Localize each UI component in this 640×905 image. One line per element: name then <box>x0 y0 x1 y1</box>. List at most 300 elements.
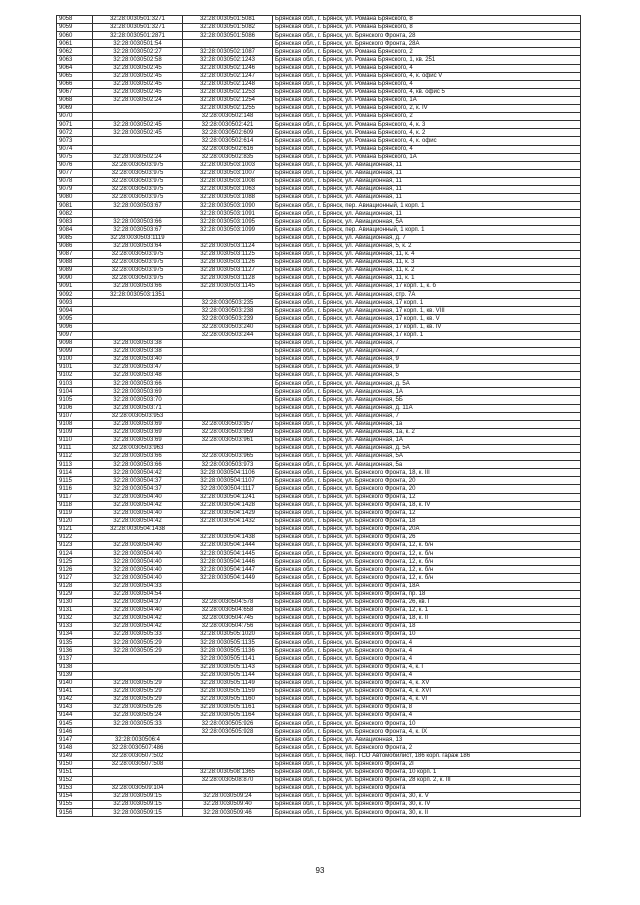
land-cadastral-number-cell: 32:28:0030503:975 <box>93 258 183 266</box>
building-cadastral-number-cell <box>183 752 273 760</box>
building-cadastral-number-cell: 32:28:0030504:658 <box>183 606 273 614</box>
row-number-cell: 9078 <box>57 177 93 185</box>
building-cadastral-number-cell <box>183 582 273 590</box>
row-number-cell: 9061 <box>57 40 93 48</box>
address-cell: Брянская обл., г. Брянск, ул. Авиационная, 11 <box>273 210 581 218</box>
building-cadastral-number-cell: 32:28:0030503:238 <box>183 307 273 315</box>
row-number-cell: 9129 <box>57 590 93 598</box>
land-cadastral-number-cell <box>93 315 183 323</box>
row-number-cell: 9090 <box>57 275 93 283</box>
building-cadastral-number-cell: 32:28:0030502:614 <box>183 137 273 145</box>
row-number-cell: 9100 <box>57 355 93 363</box>
land-cadastral-number-cell <box>93 210 183 218</box>
table-row <box>57 105 581 113</box>
building-cadastral-number-cell: 32:28:0030503:1063 <box>183 185 273 193</box>
building-cadastral-number-cell: 32:28:0030505:1143 <box>183 663 273 671</box>
table-row <box>57 64 581 72</box>
table-row <box>57 364 581 372</box>
row-number-cell: 9150 <box>57 760 93 768</box>
address-cell: Брянская обл., г. Брянск, ул. Романа Брянского, 1, кв. 251 <box>273 56 581 64</box>
building-cadastral-number-cell <box>183 40 273 48</box>
building-cadastral-number-cell: 32:28:0030503:1007 <box>183 169 273 177</box>
row-number-cell: 9063 <box>57 56 93 64</box>
building-cadastral-number-cell: 32:28:0030505:1020 <box>183 631 273 639</box>
building-cadastral-number-cell <box>183 291 273 299</box>
table-row <box>57 720 581 728</box>
address-cell: Брянская обл., г. Брянск, ул. Романа Брянского, 4, к. офис V <box>273 72 581 80</box>
building-cadastral-number-cell: 32:28:0030501:5081 <box>183 16 273 24</box>
row-number-cell: 9111 <box>57 444 93 452</box>
building-cadastral-number-cell: 32:28:0030504:756 <box>183 623 273 631</box>
land-cadastral-number-cell: 32:28:0030502:45 <box>93 129 183 137</box>
row-number-cell: 9151 <box>57 768 93 776</box>
address-cell: Брянская обл., г. Брянск, ул. Брянского Фронта, 18, к. IV <box>273 501 581 509</box>
land-cadastral-number-cell: 32:28:0030502:24 <box>93 96 183 104</box>
row-number-cell: 9117 <box>57 493 93 501</box>
address-cell: Брянская обл., г. Брянск, ул. Брянского Фронта, 28 <box>273 32 581 40</box>
land-cadastral-number-cell: 32:28:0030504:40 <box>93 509 183 517</box>
table-row <box>57 639 581 647</box>
row-number-cell: 9121 <box>57 525 93 533</box>
table-row <box>57 631 581 639</box>
row-number-cell: 9068 <box>57 96 93 104</box>
table-row <box>57 266 581 274</box>
table-row <box>57 614 581 622</box>
table-row <box>57 623 581 631</box>
land-cadastral-number-cell: 32:28:0030504:40 <box>93 606 183 614</box>
row-number-cell: 9071 <box>57 121 93 129</box>
row-number-cell: 9097 <box>57 331 93 339</box>
table-row <box>57 307 581 315</box>
building-cadastral-number-cell <box>183 525 273 533</box>
table-row <box>57 40 581 48</box>
land-cadastral-number-cell: 32:28:0030501:3271 <box>93 16 183 24</box>
land-cadastral-number-cell <box>93 776 183 784</box>
table-row <box>57 185 581 193</box>
row-number-cell: 9124 <box>57 550 93 558</box>
address-cell: Брянская обл., г. Брянск, ул. Брянского Фронта, 18А <box>273 582 581 590</box>
building-cadastral-number-cell: 32:28:0030502:609 <box>183 129 273 137</box>
address-cell: Брянская обл., г. Брянск, ул. Авиационная, 9 <box>273 355 581 363</box>
building-cadastral-number-cell: 32:28:0030504:1445 <box>183 550 273 558</box>
address-cell: Брянская обл., г. Брянск, ул. Авиационная, 17 корп. 1, кв. V <box>273 315 581 323</box>
address-cell: Брянская обл., г. Брянск, ул. Романа Брянского, 4 <box>273 80 581 88</box>
table-row <box>57 558 581 566</box>
table-row <box>57 809 581 817</box>
row-number-cell: 9143 <box>57 703 93 711</box>
table-row <box>57 129 581 137</box>
row-number-cell: 9096 <box>57 323 93 331</box>
row-number-cell: 9089 <box>57 266 93 274</box>
building-cadastral-number-cell: 32:28:0030503:1091 <box>183 210 273 218</box>
land-cadastral-number-cell: 32:28:0030509:104 <box>93 784 183 792</box>
building-cadastral-number-cell: 32:28:0030505:1159 <box>183 687 273 695</box>
land-cadastral-number-cell: 32:28:0030503:48 <box>93 372 183 380</box>
row-number-cell: 9112 <box>57 453 93 461</box>
address-cell: Брянская обл., г. Брянск, ул. Авиационная, 1А <box>273 388 581 396</box>
table-row <box>57 323 581 331</box>
land-cadastral-number-cell: 32:28:0030504:40 <box>93 493 183 501</box>
land-cadastral-number-cell <box>93 105 183 113</box>
row-number-cell: 9113 <box>57 461 93 469</box>
building-cadastral-number-cell: 32:28:0030505:1144 <box>183 671 273 679</box>
row-number-cell: 9108 <box>57 420 93 428</box>
building-cadastral-number-cell: 32:28:0030504:745 <box>183 614 273 622</box>
land-cadastral-number-cell: 32:28:0030505:33 <box>93 631 183 639</box>
row-number-cell: 9064 <box>57 64 93 72</box>
building-cadastral-number-cell: 32:28:0030502:1087 <box>183 48 273 56</box>
table-row <box>57 752 581 760</box>
row-number-cell: 9140 <box>57 679 93 687</box>
building-cadastral-number-cell: 32:28:0030502:1243 <box>183 56 273 64</box>
address-cell: Брянская обл., г. Брянск, ул. Авиационная, 11, к. 1 <box>273 275 581 283</box>
building-cadastral-number-cell: 32:28:0030502:616 <box>183 145 273 153</box>
land-cadastral-number-cell: 32:28:0030504:42 <box>93 501 183 509</box>
land-cadastral-number-cell: 32:28:0030504:33 <box>93 582 183 590</box>
building-cadastral-number-cell <box>183 234 273 242</box>
row-number-cell: 9093 <box>57 299 93 307</box>
building-cadastral-number-cell: 32:28:0030508:870 <box>183 776 273 784</box>
row-number-cell: 9126 <box>57 566 93 574</box>
table-row <box>57 566 581 574</box>
land-cadastral-number-cell: 32:28:0030505:29 <box>93 647 183 655</box>
table-row <box>57 210 581 218</box>
land-cadastral-number-cell <box>93 307 183 315</box>
address-cell: Брянская обл., г. Брянск, ул. Романа Брянского, 4, к. 2 <box>273 129 581 137</box>
table-row <box>57 453 581 461</box>
address-cell: Брянская обл., г. Брянск, ул. Брянского Фронта, 4, к. XVI <box>273 687 581 695</box>
building-cadastral-number-cell: 32:28:0030503:1090 <box>183 202 273 210</box>
land-cadastral-number-cell: 32:28:0030504:1438 <box>93 525 183 533</box>
table-row <box>57 258 581 266</box>
building-cadastral-number-cell: 32:28:0030503:1003 <box>183 161 273 169</box>
table-row <box>57 372 581 380</box>
row-number-cell: 9059 <box>57 24 93 32</box>
land-cadastral-number-cell: 32:28:0030505:29 <box>93 639 183 647</box>
table-row <box>57 760 581 768</box>
land-cadastral-number-cell: 32:28:0030503:975 <box>93 169 183 177</box>
row-number-cell: 9077 <box>57 169 93 177</box>
row-number-cell: 9085 <box>57 234 93 242</box>
land-cadastral-number-cell <box>93 728 183 736</box>
table-row <box>57 96 581 104</box>
land-cadastral-number-cell: 32:28:0030506:4 <box>93 736 183 744</box>
building-cadastral-number-cell: 32:28:0030509:40 <box>183 801 273 809</box>
row-number-cell: 9083 <box>57 218 93 226</box>
table-row <box>57 331 581 339</box>
building-cadastral-number-cell: 32:28:0030504:1438 <box>183 534 273 542</box>
land-cadastral-number-cell: 32:28:0030503:66 <box>93 453 183 461</box>
table-row <box>57 485 581 493</box>
row-number-cell: 9156 <box>57 809 93 817</box>
row-number-cell: 9115 <box>57 477 93 485</box>
land-cadastral-number-cell <box>93 768 183 776</box>
row-number-cell: 9065 <box>57 72 93 80</box>
land-cadastral-number-cell: 32:28:0030504:42 <box>93 469 183 477</box>
address-cell: Брянская обл., г. Брянск, ул. Брянского Фронта, 18, к. III <box>273 469 581 477</box>
land-cadastral-number-cell: 32:28:0030504:42 <box>93 517 183 525</box>
land-cadastral-number-cell: 32:28:0030503:69 <box>93 388 183 396</box>
building-cadastral-number-cell: 32:28:0030509:46 <box>183 809 273 817</box>
row-number-cell: 9109 <box>57 428 93 436</box>
address-cell: Брянская обл., г. Брянск, ул. Брянского Фронта, 12, к. б/н <box>273 566 581 574</box>
address-cell: Брянская обл., г. Брянск, ул. Романа Брянского, 2, к. IV <box>273 105 581 113</box>
building-cadastral-number-cell <box>183 347 273 355</box>
building-cadastral-number-cell: 32:28:0030503:1125 <box>183 250 273 258</box>
land-cadastral-number-cell <box>93 534 183 542</box>
land-cadastral-number-cell: 32:28:0030503:975 <box>93 266 183 274</box>
row-number-cell: 9148 <box>57 744 93 752</box>
address-cell: Брянская обл., г. Брянск, ул. Авиационная, 9 <box>273 364 581 372</box>
row-number-cell: 9138 <box>57 663 93 671</box>
row-number-cell: 9107 <box>57 412 93 420</box>
land-cadastral-number-cell: 32:28:0030503:47 <box>93 364 183 372</box>
building-cadastral-number-cell: 32:28:0030504:1429 <box>183 509 273 517</box>
building-cadastral-number-cell: 32:28:0030505:1135 <box>183 639 273 647</box>
address-cell: Брянская обл., г. Брянск, ул. Брянского Фронта, 18, к. II <box>273 614 581 622</box>
address-cell: Брянская обл., г. Брянск, ул. Брянского Фронта, 30, к. V <box>273 793 581 801</box>
row-number-cell: 9149 <box>57 752 93 760</box>
building-cadastral-number-cell <box>183 744 273 752</box>
land-cadastral-number-cell: 32:28:0030504:40 <box>93 558 183 566</box>
building-cadastral-number-cell: 32:28:0030501:5086 <box>183 32 273 40</box>
row-number-cell: 9136 <box>57 647 93 655</box>
building-cadastral-number-cell: 32:28:0030505:1149 <box>183 679 273 687</box>
land-cadastral-number-cell: 32:28:0030501:3271 <box>93 24 183 32</box>
building-cadastral-number-cell: 32:28:0030504:1106 <box>183 469 273 477</box>
address-cell: Брянская обл., г. Брянск, ул. Брянского Фронта, 2 <box>273 744 581 752</box>
address-cell: Брянская обл., г. Брянск, ул. Брянского Фронта <box>273 784 581 792</box>
address-cell: Брянская обл., г. Брянск, ул. Авиационная, 1а <box>273 420 581 428</box>
row-number-cell: 9094 <box>57 307 93 315</box>
address-cell: Брянская обл., г. Брянск, ул. Авиационная, стр. 7А <box>273 291 581 299</box>
address-cell: Брянская обл., г. Брянск, ул. Авиационная, 11 <box>273 169 581 177</box>
land-cadastral-number-cell: 32:28:0030501:54 <box>93 40 183 48</box>
address-cell: Брянская обл., г. Брянск, ул. Брянского Фронта, 12 <box>273 509 581 517</box>
table-row <box>57 534 581 542</box>
row-number-cell: 9106 <box>57 404 93 412</box>
address-cell: Брянская обл., г. Брянск, ул. Авиационная, 7 <box>273 412 581 420</box>
table-row <box>57 226 581 234</box>
address-cell: Брянская обл., г. Брянск, ул. Брянского Фронта, 28А <box>273 40 581 48</box>
building-cadastral-number-cell: 32:28:0030504:578 <box>183 598 273 606</box>
address-cell: Брянская обл., г. Брянск, ул. Брянского Фронта, 10 <box>273 631 581 639</box>
table-row <box>57 234 581 242</box>
building-cadastral-number-cell: 32:28:0030503:244 <box>183 331 273 339</box>
address-cell: Брянская обл., г. Брянск, ул. Брянского Фронта, 8 <box>273 703 581 711</box>
building-cadastral-number-cell: 32:28:0030502:148 <box>183 113 273 121</box>
building-cadastral-number-cell: 32:28:0030503:957 <box>183 420 273 428</box>
row-number-cell: 9091 <box>57 283 93 291</box>
table-row <box>57 145 581 153</box>
row-number-cell: 9137 <box>57 655 93 663</box>
table-row <box>57 315 581 323</box>
row-number-cell: 9116 <box>57 485 93 493</box>
land-cadastral-number-cell: 32:28:0030503:975 <box>93 194 183 202</box>
address-cell: Брянская обл., г. Брянск, ул. Брянского Фронта, 4, к. VI <box>273 695 581 703</box>
address-cell: Брянская обл., г. Брянск, ул. Авиационная, 11, к. 2 <box>273 266 581 274</box>
land-cadastral-number-cell: 32:28:0030503:975 <box>93 161 183 169</box>
table-row <box>57 695 581 703</box>
address-cell: Брянская обл., г. Брянск, ул. Брянского Фронта, 4 <box>273 712 581 720</box>
address-cell: Брянская обл., г. Брянск, ул. Авиационная, 5А <box>273 218 581 226</box>
table-row <box>57 16 581 24</box>
table-row <box>57 404 581 412</box>
address-cell: Брянская обл., г. Брянск, ул. Авиационная, 5а <box>273 461 581 469</box>
registry-table-body <box>57 16 581 817</box>
address-cell: Брянская обл., г. Брянск, пер. Авиационный, 1 корп. 1 <box>273 202 581 210</box>
address-cell: Брянская обл., г. Брянск, ул. Авиационная, д. 5А <box>273 444 581 452</box>
row-number-cell: 9153 <box>57 784 93 792</box>
row-number-cell: 9132 <box>57 614 93 622</box>
table-row <box>57 113 581 121</box>
building-cadastral-number-cell <box>183 388 273 396</box>
row-number-cell: 9154 <box>57 793 93 801</box>
address-cell: Брянская обл., г. Брянск, ул. Брянского Фронта, 18 <box>273 517 581 525</box>
land-cadastral-number-cell: 32:28:0030504:40 <box>93 550 183 558</box>
row-number-cell: 9087 <box>57 250 93 258</box>
row-number-cell: 9098 <box>57 339 93 347</box>
address-cell: Брянская обл., г. Брянск, ул. Брянского Фронта, 20 <box>273 477 581 485</box>
land-cadastral-number-cell <box>93 331 183 339</box>
land-cadastral-number-cell: 32:28:0030501:2871 <box>93 32 183 40</box>
row-number-cell: 9114 <box>57 469 93 477</box>
address-cell: Брянская обл., г. Брянск, ул. Брянского Фронта, 4 <box>273 671 581 679</box>
land-cadastral-number-cell: 32:28:0030502:58 <box>93 56 183 64</box>
table-row <box>57 396 581 404</box>
building-cadastral-number-cell: 32:28:0030503:973 <box>183 461 273 469</box>
building-cadastral-number-cell <box>183 372 273 380</box>
building-cadastral-number-cell: 32:28:0030504:1444 <box>183 542 273 550</box>
building-cadastral-number-cell: 32:28:0030503:961 <box>183 436 273 444</box>
table-row <box>57 420 581 428</box>
building-cadastral-number-cell: 32:28:0030502:1247 <box>183 72 273 80</box>
row-number-cell: 9120 <box>57 517 93 525</box>
land-cadastral-number-cell: 32:28:0030504:42 <box>93 614 183 622</box>
land-cadastral-number-cell: 32:28:0030503:975 <box>93 275 183 283</box>
address-cell: Брянская обл., г. Брянск, ул. Романа Брянского, 8 <box>273 16 581 24</box>
row-number-cell: 9125 <box>57 558 93 566</box>
table-row <box>57 582 581 590</box>
row-number-cell: 9152 <box>57 776 93 784</box>
table-row <box>57 428 581 436</box>
land-cadastral-number-cell: 32:28:0030504:37 <box>93 598 183 606</box>
land-cadastral-number-cell: 32:28:0030504:54 <box>93 590 183 598</box>
land-cadastral-number-cell: 32:28:0030503:66 <box>93 283 183 291</box>
registry-table <box>56 15 580 817</box>
address-cell: Брянская обл., г. Брянск, ул. Брянского Фронта, 20 <box>273 485 581 493</box>
row-number-cell: 9128 <box>57 582 93 590</box>
row-number-cell: 9127 <box>57 574 93 582</box>
table-row <box>57 72 581 80</box>
land-cadastral-number-cell: 32:28:0030503:67 <box>93 226 183 234</box>
building-cadastral-number-cell: 32:28:0030504:1446 <box>183 558 273 566</box>
building-cadastral-number-cell: 32:28:0030509:24 <box>183 793 273 801</box>
address-cell: Брянская обл., г. Брянск, ул. Брянского Фронта, 12, к. б/н <box>273 558 581 566</box>
building-cadastral-number-cell: 32:28:0030505:928 <box>183 728 273 736</box>
land-cadastral-number-cell: 32:28:0030509:15 <box>93 809 183 817</box>
building-cadastral-number-cell: 32:28:0030502:1248 <box>183 80 273 88</box>
land-cadastral-number-cell: 32:28:0030507:502 <box>93 752 183 760</box>
land-cadastral-number-cell: 32:28:0030503:69 <box>93 428 183 436</box>
table-row <box>57 598 581 606</box>
address-cell: Брянская обл., г. Брянск, ул. Авиационная, 7 <box>273 347 581 355</box>
row-number-cell: 9072 <box>57 129 93 137</box>
table-row <box>57 469 581 477</box>
land-cadastral-number-cell: 32:28:0030503:69 <box>93 436 183 444</box>
row-number-cell: 9118 <box>57 501 93 509</box>
table-row <box>57 647 581 655</box>
table-row <box>57 56 581 64</box>
land-cadastral-number-cell: 32:28:0030502:45 <box>93 64 183 72</box>
land-cadastral-number-cell: 32:28:0030502:24 <box>93 153 183 161</box>
address-cell: Брянская обл., г. Брянск, ул. Романа Брянского, 1А <box>273 153 581 161</box>
address-cell: Брянская обл., г. Брянск, ул. Брянского Фронта, 18 <box>273 623 581 631</box>
row-number-cell: 9084 <box>57 226 93 234</box>
row-number-cell: 9073 <box>57 137 93 145</box>
building-cadastral-number-cell: 32:28:0030503:1124 <box>183 242 273 250</box>
land-cadastral-number-cell: 32:28:0030505:33 <box>93 720 183 728</box>
table-row <box>57 24 581 32</box>
building-cadastral-number-cell: 32:28:0030504:1449 <box>183 574 273 582</box>
building-cadastral-number-cell: 32:28:0030505:1136 <box>183 647 273 655</box>
table-row <box>57 436 581 444</box>
land-cadastral-number-cell: 32:28:0030504:42 <box>93 623 183 631</box>
address-cell: Брянская обл., г. Брянск, ул. Брянского Фронта, 12 <box>273 493 581 501</box>
table-row <box>57 793 581 801</box>
address-cell: Брянская обл., г. Брянск, ул. Авиационная, 11, к. 4 <box>273 250 581 258</box>
address-cell: Брянская обл., г. Брянск, ул. Авиационная, 17 корп. 1 <box>273 299 581 307</box>
land-cadastral-number-cell: 32:28:0030503:963 <box>93 444 183 452</box>
address-cell: Брянская обл., г. Брянск, ул. Брянского Фронта, 2Г <box>273 760 581 768</box>
land-cadastral-number-cell: 32:28:0030502:45 <box>93 80 183 88</box>
row-number-cell: 9141 <box>57 687 93 695</box>
land-cadastral-number-cell: 32:28:0030503:66 <box>93 218 183 226</box>
table-row <box>57 380 581 388</box>
land-cadastral-number-cell: 32:28:0030502:27 <box>93 48 183 56</box>
address-cell: Брянская обл., г. Брянск, ул. Авиационная, 17 корп. 1, к. б <box>273 283 581 291</box>
table-row <box>57 250 581 258</box>
land-cadastral-number-cell <box>93 137 183 145</box>
table-row <box>57 194 581 202</box>
address-cell: Брянская обл., г. Брянск, ул. Авиационная, 5Б <box>273 396 581 404</box>
table-row <box>57 121 581 129</box>
table-row <box>57 477 581 485</box>
row-number-cell: 9119 <box>57 509 93 517</box>
building-cadastral-number-cell: 32:28:0030503:959 <box>183 428 273 436</box>
address-cell: Брянская обл., г. Брянск, ул. Авиационная, 13 <box>273 736 581 744</box>
row-number-cell: 9103 <box>57 380 93 388</box>
address-cell: Брянская обл., г. Брянск, ул. Романа Брянского, 4 <box>273 64 581 72</box>
row-number-cell: 9076 <box>57 161 93 169</box>
table-row <box>57 355 581 363</box>
table-row <box>57 671 581 679</box>
land-cadastral-number-cell <box>93 113 183 121</box>
table-row <box>57 177 581 185</box>
land-cadastral-number-cell: 32:28:0030505:29 <box>93 687 183 695</box>
land-cadastral-number-cell: 32:28:0030507:508 <box>93 760 183 768</box>
table-row <box>57 153 581 161</box>
row-number-cell: 9062 <box>57 48 93 56</box>
land-cadastral-number-cell: 32:28:0030503:40 <box>93 355 183 363</box>
building-cadastral-number-cell: 32:28:0030502:1253 <box>183 88 273 96</box>
address-cell: Брянская обл., г. Брянск, ул. Авиационная, д. 11А <box>273 404 581 412</box>
address-cell: Брянская обл., г. Брянск, ул. Брянского Фронта, 4, к. I <box>273 663 581 671</box>
address-cell: Брянская обл., г. Брянск, ул. Брянского Фронта, 30, к. IV <box>273 801 581 809</box>
address-cell: Брянская обл., г. Брянск, ул. Романа Брянского, 2 <box>273 48 581 56</box>
address-cell: Брянская обл., г. Брянск, ул. Брянского Фронта, 26 <box>273 534 581 542</box>
table-row <box>57 712 581 720</box>
